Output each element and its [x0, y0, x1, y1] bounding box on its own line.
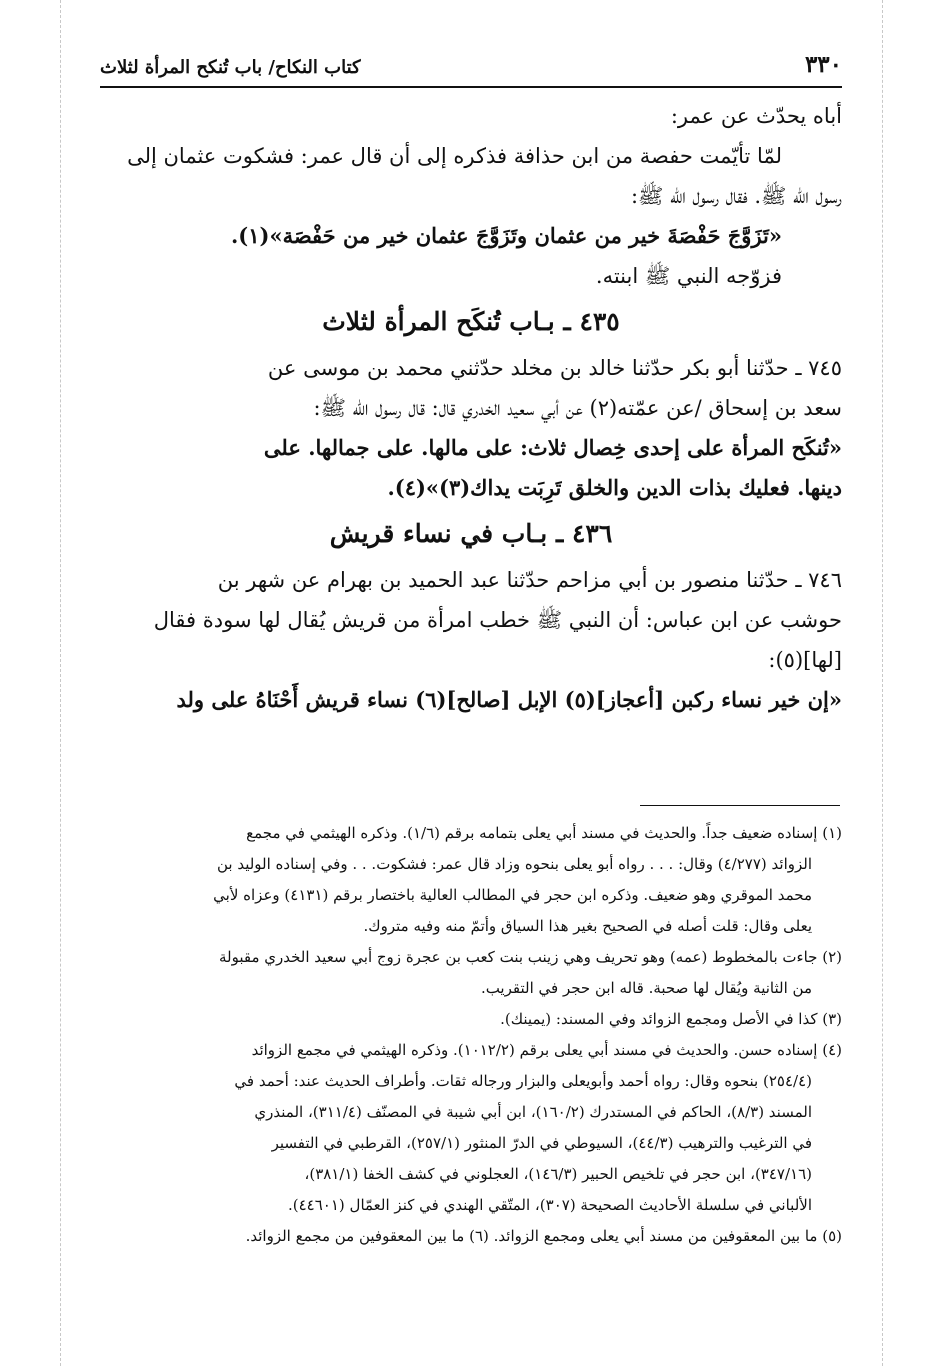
hadith-745-line: «تُنكَح المرأة على إحدى خِصال ثلاث: على مالها. على جمالها. على	[263, 435, 842, 460]
footnote-rule	[640, 805, 840, 806]
header-rule	[100, 86, 842, 88]
hadith-746-line: ٧٤٦ ـ حدّثنا منصور بن أبي مزاحم حدّثنا عبد الحميد بن بهرام عن شهر بن	[217, 568, 842, 592]
chapter-heading-435: ٤٣٥ ـ بـاب تُنكَح المرأة لثلاث	[322, 307, 620, 336]
footnote-line: (٢٥٤/٤) بنحوه وقال: رواه أحمد وأبويعلى والبزار ورجاله ثقات. وأطراف الحديث عند: أحمد في	[234, 1072, 812, 1090]
chapter-heading-436: ٤٣٦ ـ بـاب في نساء قريش	[329, 519, 613, 548]
footnote-line: (٣٤٧/١٦)، ابن حجر في تلخيص الحبير (١٤٦/٣)، العجلوني في كشف الخفا (٣٨١/١)،	[304, 1165, 812, 1183]
hadith-746-line: «إن خير نساء ركبن [أعجاز](٥) الإبل [صالح](٦) نساء قريش أَحْنَاهُ على ولد	[176, 687, 842, 712]
footnote-line: (١) إسناده ضعيف جداً. والحديث في مسند أبي يعلى بتمامه برقم (١/٦). وذكره الهيثمي في مجمع	[246, 824, 842, 842]
hadith-745-line: دينها. فعليك بذات الدين والخلق تَرِبَت يداك(٣)»(٤).	[387, 475, 842, 500]
footnote-line: الألباني في سلسلة الأحاديث الصحيحة (٣٠٧)، المتّقي الهندي في كنز العمّال (٤٤٦٠١).	[288, 1196, 812, 1214]
main-text	[100, 96, 842, 720]
page-number: ٣٣٠	[804, 51, 842, 78]
footnote-line: في الترغيب والترهيب (٤٤/٣)، السيوطي في الدرّ المنثور (٢٥٧/١)، القرطبي في التفسير	[271, 1134, 812, 1152]
footnote-line: (٥) ما بين المعقوفين من مسند أبي يعلى ومجمع الزوائد. (٦) ما بين المعقوفين من مجمع الزوائد.	[245, 1227, 842, 1245]
hadith-746-line: [لها](٥):	[768, 648, 842, 672]
text-line: رسول الله ﷺ. فقال رسول الله ﷺ:	[630, 184, 842, 208]
page-header	[100, 38, 842, 78]
hadith-745-line: ٧٤٥ ـ حدّثنا أبو بكر حدّثنا خالد بن مخلد حدّثني محمد بن موسى عن	[267, 356, 842, 380]
hadith-quote: «تَزَوَّجَ حَفْصَةَ خير من عثمان وتَزَوَّجَ عثمان خير من حَفْصَة»(١).	[231, 223, 782, 248]
text-line: لمّا تأيّمت حفصة من ابن حذافة فذكره إلى أن قال عمر: فشكوت عثمان إلى	[127, 144, 782, 168]
footnote-line: الزوائد (٤/٢٧٧) وقال: . . . رواه أبو يعلى بنحوه وزاد قال عمر: فشكوت. . . وفي إسناده الوليد بن	[216, 855, 812, 873]
page-edge-right	[882, 0, 883, 1366]
text-line: أباه يحدّث عن عمر:	[670, 104, 842, 128]
text-line: فزوّجه النبي ﷺ ابنته.	[595, 264, 782, 288]
footnote-line: يعلى وقال: قلت أصله في الصحيح بغير هذا السياق وأتمّ منه وفيه متروك.	[363, 917, 812, 935]
footnotes	[100, 818, 842, 1252]
hadith-745-line: سعد بن إسحاق /عن عمّته(٢) عن أبي سعيد الخدري قال: قال رسول الله ﷺ:	[313, 396, 842, 420]
footnote-line: (٤) إسناده حسن. والحديث في مسند أبي يعلى برقم (١٠١٢/٢). وذكره الهيثمي في مجمع الزوائد	[251, 1041, 842, 1059]
footnote-line: محمد الموقري وهو ضعيف. وذكره ابن حجر في المطالب العالية باختصار برقم (٤١٣١) وعزاه لأبي	[213, 886, 812, 904]
footnote-line: (٢) جاءت بالمخطوط (عمه) وهو تحريف وهي زينب بنت كعب بن عجرة زوج أبي سعيد الخدري مقبولة	[218, 948, 842, 966]
footnote-line: المسند (٨/٣)، الحاكم في المستدرك (١٦٠/٢)، ابن أبي شيبة في المصنّف (٣١١/٤)، المنذري	[254, 1103, 812, 1121]
footnote-line: (٣) كذا في الأصل ومجمع الزوائد وفي المسند: (يمينك).	[500, 1010, 842, 1028]
page-edge-left	[60, 0, 61, 1366]
footnote-line: من الثانية ويُقال لها صحبة. قاله ابن حجر في التقريب.	[480, 979, 812, 997]
hadith-746-line: حوشب عن ابن عباس: أن النبي ﷺ خطب امرأة من قريش يُقال لها سودة فقال	[153, 608, 842, 632]
running-title: كتاب النكاح/ باب تُنكح المرأة لثلاث	[100, 57, 361, 78]
